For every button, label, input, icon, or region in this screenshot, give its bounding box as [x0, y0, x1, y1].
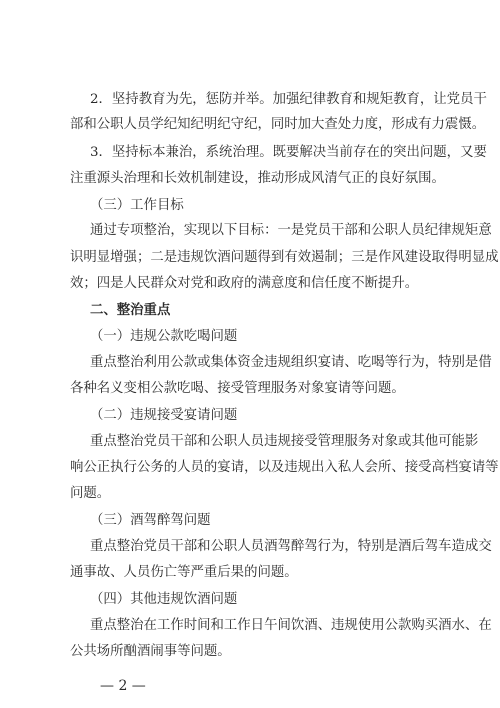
subheading-drunk-driving: （三）酒驾醉驾问题: [90, 513, 211, 528]
paragraph-point-3-line-1: 3．坚持标本兼治，系统治理。既要解决当前存在的突出问题，又要: [90, 145, 487, 160]
paragraph-goals-line-1: 通过专项整治，实现以下目标：一是党员干部和公职人员纪律规矩意: [90, 223, 492, 238]
paragraph-point-2-line-1: 2．坚持教育为先，惩防并举。加强纪律教育和规矩教育，让党员干: [90, 92, 487, 107]
paragraph-other-drinking-line-2: 公共场所酗酒闹事等问题。: [70, 644, 231, 659]
paragraph-point-2-line-2: 部和公职人员学纪知纪明纪守纪，同时加大查处力度，形成有力震慑。: [70, 117, 486, 132]
paragraph-drunk-driving-line-2: 通事故、人员伤亡等严重后果的问题。: [70, 565, 298, 580]
paragraph-goals-line-3: 效；四是人民群众对党和政府的满意度和信任度不断提升。: [70, 276, 419, 291]
paragraph-other-drinking-line-1: 重点整治在工作时间和工作日午间饮酒、违规使用公款购买酒水、在: [90, 618, 492, 633]
section-heading-rectification-focus: 二、整治重点: [90, 302, 171, 318]
subheading-accepting-banquets: （二）违规接受宴请问题: [90, 408, 238, 423]
subheading-other-drinking: （四）其他违规饮酒问题: [90, 592, 238, 607]
subheading-public-funds-dining: （一）违规公款吃喝问题: [90, 329, 238, 344]
paragraph-public-funds-line-1: 重点整治利用公款或集体资金违规组织宴请、吃喝等行为，特别是借: [90, 355, 492, 370]
paragraph-public-funds-line-2: 各种名义变相公款吃喝、接受管理服务对象宴请等问题。: [70, 381, 405, 396]
paragraph-banquets-line-2: 响公正执行公务的人员的宴请，以及违规出入私人会所、接受高档宴请等: [70, 460, 499, 475]
paragraph-banquets-line-3: 问题。: [70, 486, 111, 501]
paragraph-drunk-driving-line-1: 重点整治党员干部和公职人员酒驾醉驾行为，特别是酒后驾车造成交: [90, 539, 492, 554]
paragraph-point-3-line-2: 注重源头治理和长效机制建设，推动形成风清气正的良好氛围。: [70, 171, 445, 186]
page-number: — 2 —: [100, 678, 146, 694]
subheading-work-goals: （三）工作目标: [90, 198, 184, 213]
paragraph-banquets-line-1: 重点整治党员干部和公职人员违规接受管理服务对象或其他可能影: [90, 434, 479, 449]
paragraph-goals-line-2: 识明显增强；二是违规饮酒问题得到有效遏制；三是作风建设取得明显成: [70, 250, 499, 265]
